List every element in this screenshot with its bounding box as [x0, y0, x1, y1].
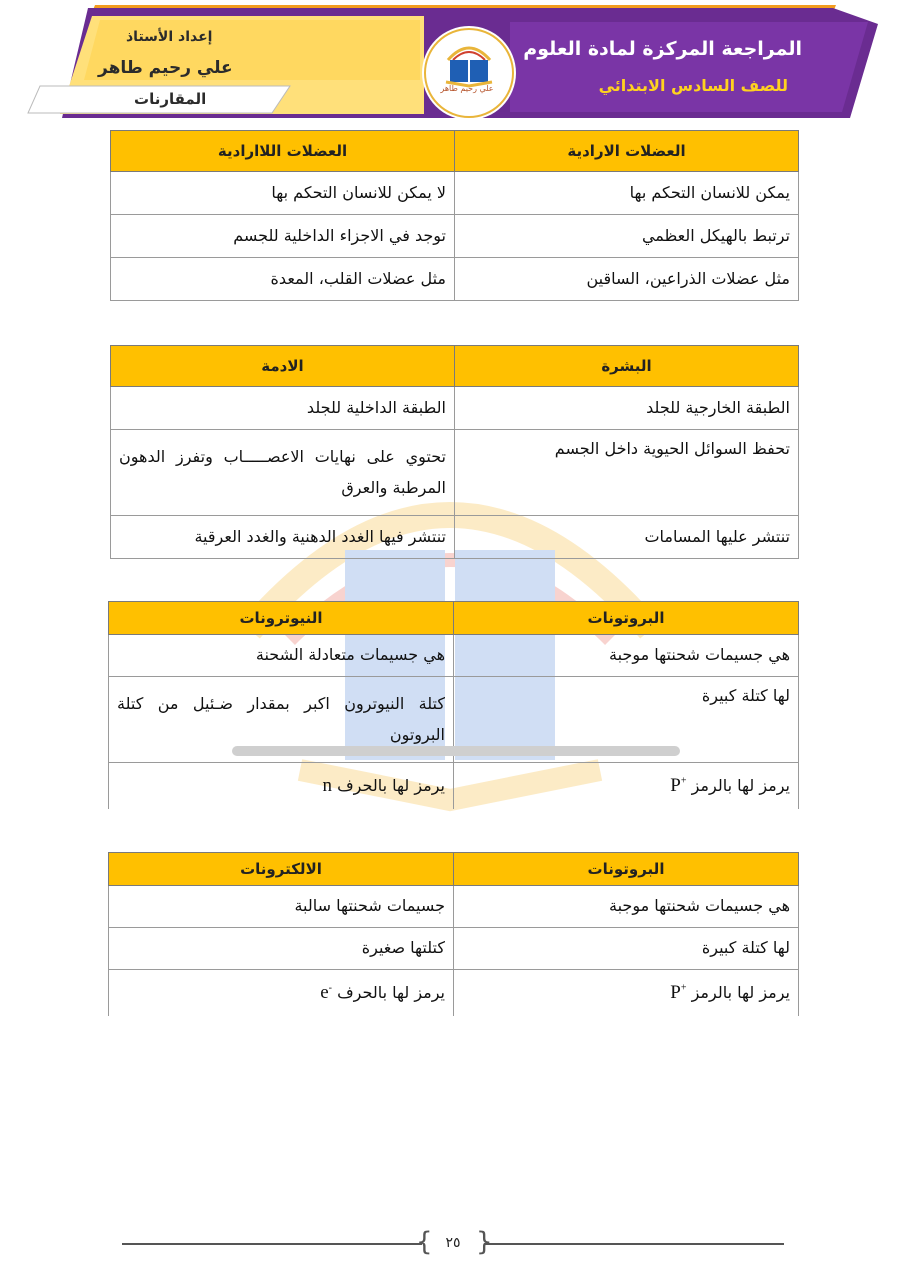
table-header-row	[109, 602, 799, 635]
table-header-row	[111, 346, 799, 387]
header-banner	[0, 0, 906, 125]
table-cell: هي جسيمات شحنتها موجبة	[454, 635, 799, 677]
table-cell: تنتشر فيها الغدد الدهنية والغدد العرقية	[111, 516, 455, 559]
table-cell: توجد في الاجزاء الداخلية للجسم	[111, 215, 455, 258]
table-cell: لا يمكن للانسان التحكم بها	[111, 172, 455, 215]
table-cell: الطبقة الداخلية للجلد	[111, 387, 455, 430]
table-row	[109, 970, 799, 1016]
book-logo-icon	[424, 28, 514, 118]
table-cell: هي جسيمات متعادلة الشحنة	[109, 635, 454, 677]
symbol-text: يرمز لها بالحرف	[337, 982, 445, 1002]
neutron-symbol: n	[322, 774, 332, 796]
header-cell-electrons: الالكترونات	[109, 853, 454, 886]
table-cell: كتلتها صغيرة	[109, 928, 454, 970]
header-cell-dermis: الادمة	[111, 346, 455, 387]
table-row	[111, 430, 799, 516]
table-cell: ترتبط بالهيكل العظمي	[455, 215, 799, 258]
table-cell: الطبقة الخارجية للجلد	[455, 387, 799, 430]
table-row	[109, 635, 799, 677]
table-cell-symbol	[454, 763, 799, 809]
table-cell: لها كتلة كبيرة	[454, 677, 799, 763]
symbol-text: يرمز لها بالحرف	[337, 775, 445, 795]
electron-symbol: e	[320, 981, 329, 1003]
comparison-table-muscles	[110, 130, 799, 301]
header-cell-epidermis: البشرة	[455, 346, 799, 387]
header-cell-protons: البروتونات	[454, 853, 799, 886]
proton-symbol: P	[670, 981, 681, 1003]
table-cell: تحفظ السوائل الحيوية داخل الجسم	[455, 430, 799, 516]
table-header-row	[111, 131, 799, 172]
section-label: المقارنات	[134, 90, 207, 108]
proton-symbol: P	[670, 774, 681, 796]
header-cell-neutrons: النيوترونات	[109, 602, 454, 635]
table-row	[111, 387, 799, 430]
electron-symbol-sup: -	[328, 982, 332, 994]
page-title: المراجعة المركزة لمادة العلوم	[523, 38, 802, 60]
proton-symbol-sup: +	[680, 982, 687, 994]
table-cell: كتلة النيوترون اكبر بمقدار ضـئيل من كتلة البروتون	[109, 677, 454, 763]
table-cell: تنتشر عليها المسامات	[455, 516, 799, 559]
comparison-table-protons-electrons	[108, 852, 799, 1016]
table-header-row	[109, 853, 799, 886]
symbol-text: يرمز لها بالرمز	[691, 775, 790, 795]
comparison-table-skin	[110, 345, 799, 559]
footer-line-left	[122, 1243, 422, 1245]
table-cell-symbol	[454, 970, 799, 1016]
table-cell-symbol	[109, 970, 454, 1016]
table-cell: تحتوي على نهايات الاعصـــــاب وتفرز الدهون المرطبة والعرق	[111, 430, 455, 516]
header-cell-involuntary: العضلات اللاارادية	[111, 131, 455, 172]
table-row	[111, 215, 799, 258]
page-subtitle: للصف السادس الابتدائي	[598, 76, 788, 95]
table-row	[109, 763, 799, 809]
header-cell-voluntary: العضلات الارادية	[455, 131, 799, 172]
logo-caption: علي رحيم طاهر	[440, 84, 494, 93]
author-name: علي رحيم طاهر	[98, 58, 233, 78]
table-cell: لها كتلة كبيرة	[454, 928, 799, 970]
table-row	[111, 172, 799, 215]
table-cell: مثل عضلات القلب، المعدة	[111, 258, 455, 301]
table-cell: هي جسيمات شحنتها موجبة	[454, 886, 799, 928]
table-row	[109, 928, 799, 970]
page-number: ٢٥	[445, 1235, 461, 1251]
table-row	[111, 516, 799, 559]
table-row	[109, 886, 799, 928]
bracket-right-icon: }	[476, 1227, 493, 1257]
horizontal-scrollbar[interactable]	[232, 746, 680, 756]
table-cell: يمكن للانسان التحكم بها	[455, 172, 799, 215]
table-cell-symbol	[109, 763, 454, 809]
bracket-left-icon: {	[416, 1227, 433, 1257]
table-cell: مثل عضلات الذراعين، الساقين	[455, 258, 799, 301]
proton-symbol-sup: +	[680, 775, 687, 787]
footer-line-right	[484, 1243, 784, 1245]
table-row	[111, 258, 799, 301]
prepared-by-label: إعداد الأستاذ	[126, 29, 213, 45]
header-cell-protons: البروتونات	[454, 602, 799, 635]
table-cell: جسيمات شحنتها سالبة	[109, 886, 454, 928]
symbol-text: يرمز لها بالرمز	[691, 982, 790, 1002]
comparison-table-protons-neutrons	[108, 601, 799, 809]
